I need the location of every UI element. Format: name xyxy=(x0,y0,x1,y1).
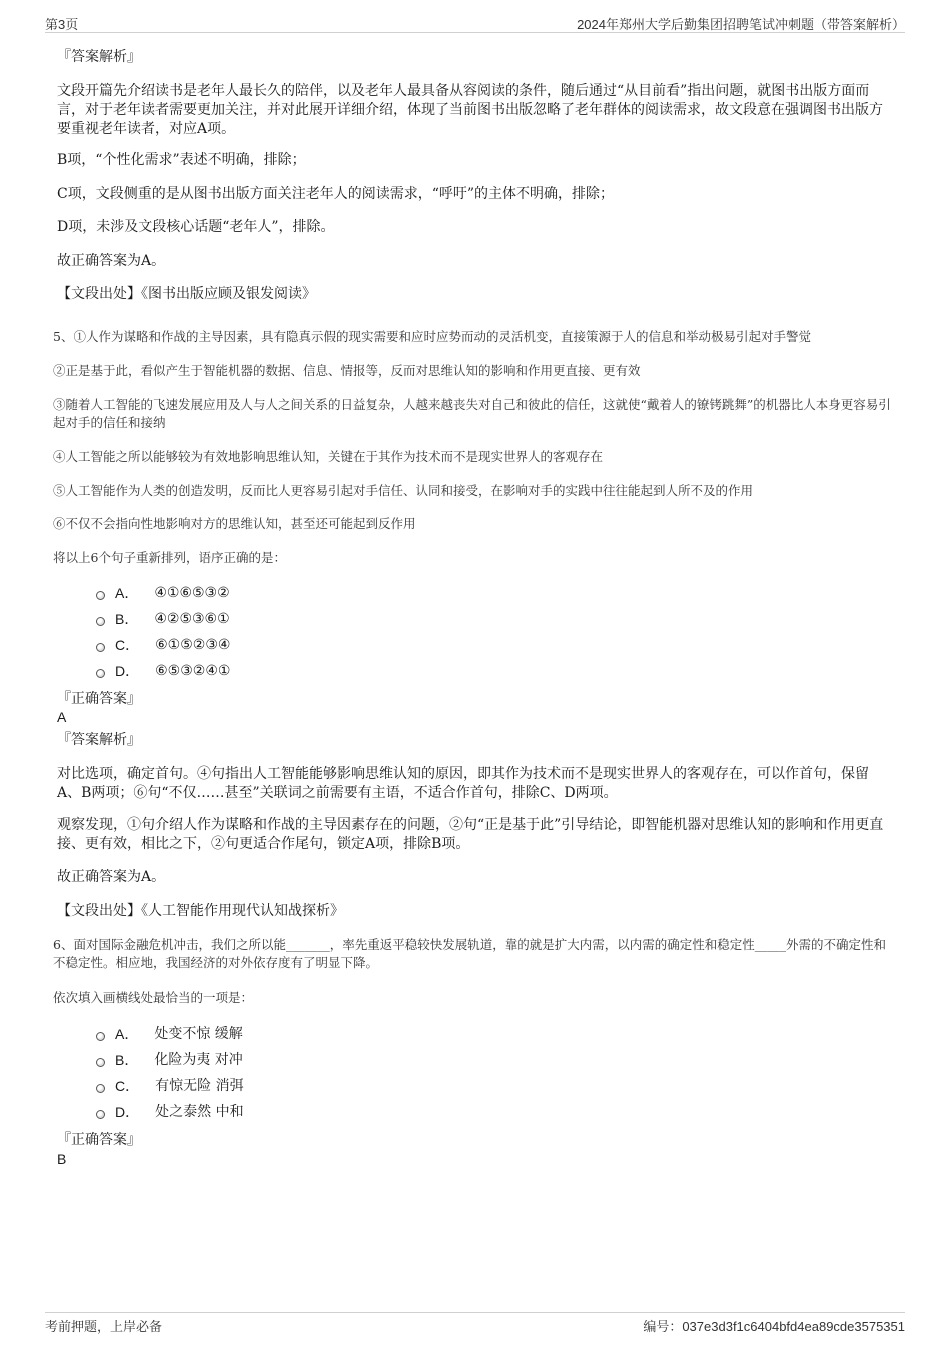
option-b[interactable]: B． 化险为夷 对冲 xyxy=(96,1051,243,1070)
document-title: 2024年郑州大学后勤集团招聘笔试冲刺题（带答案解析） xyxy=(577,17,905,32)
analysis-paragraph: C项，文段侧重的是从图书出版方面关注老年人的阅读需求，“呼吁”的主体不明确，排除； xyxy=(57,186,615,202)
option-text: ⑥①⑤②③④ xyxy=(155,637,231,653)
option-text: 有惊无险 消弭 xyxy=(155,1078,244,1094)
correct-answer: B xyxy=(57,1151,67,1167)
analysis-paragraph: 对比选项，确定首句。④句指出人工智能能够影响思维认知的原因，即其作为技术而不是现实世界人的客观存在，可以作首句，保留A、B两项；⑥句“不仅……甚至”关联词之前需要有主语，不适合作首句，排除C、D两项。 xyxy=(57,766,869,801)
option-d[interactable]: D． ⑥⑤③②④① xyxy=(96,662,230,681)
analysis-paragraph: D项，未涉及文段核心话题“老年人”，排除。 xyxy=(57,219,335,235)
answer-label: 『正确答案』 xyxy=(57,1132,141,1148)
document-code: 编号：037e3d3f1c6404bfd4ea89cde3575351 xyxy=(643,1319,905,1334)
analysis-paragraph: B项，“个性化需求”表述不明确，排除； xyxy=(57,152,306,168)
source-citation: 【文段出处】《人工智能作用现代认知战探析》 xyxy=(57,903,344,919)
question-prompt: 将以上6个句子重新排列，语序正确的是： xyxy=(53,550,286,565)
analysis-paragraph: 观察发现，①句介绍人作为谋略和作战的主导因素存在的问题，②句“正是基于此”引导结论，即智能机器对思维认知的影响和作用更直接、更有效，相比之下，②句更适合作尾句，锁定A项，排除B项。 xyxy=(57,817,884,852)
question-sentence: 5、①人作为谋略和作战的主导因素，具有隐真示假的现实需要和应时应势而动的灵活机变，直接策源于人的信息和举动极易引起对手警觉 xyxy=(53,329,811,344)
radio-button[interactable] xyxy=(96,643,105,652)
option-text: ④①⑥⑤③② xyxy=(154,585,230,601)
question-prompt: 依次填入画横线处最恰当的一项是： xyxy=(53,990,254,1005)
analysis-paragraph: 文段开篇先介绍读书是老年人最长久的陪伴，以及老年人最具备从容阅读的条件，随后通过“从目前看”指出问题，就图书出版方面而言，对于老年读者需要更加关注，并对此展开详细介绍，体现了当前图书出版忽略了老年群体的阅读需求，故文段意在强调图书出版方要重视老年读者，对应A项。 xyxy=(57,83,883,137)
radio-button[interactable] xyxy=(96,669,105,678)
option-text: 处变不惊 缓解 xyxy=(154,1026,243,1042)
option-a[interactable]: A． ④①⑥⑤③② xyxy=(96,584,230,603)
question-sentence: ⑤人工智能作为人类的创造发明，反而比人更容易引起对手信任、认同和接受，在影响对手的实践中往往能起到人所不及的作用 xyxy=(53,483,754,498)
radio-button[interactable] xyxy=(96,1110,105,1119)
page-header xyxy=(45,14,905,33)
option-text: ④②⑤③⑥① xyxy=(154,611,230,627)
answer-label: 『正确答案』 xyxy=(57,691,141,707)
footer-slogan: 考前押题，上岸必备 xyxy=(45,1319,163,1334)
option-text: ⑥⑤③②④① xyxy=(155,663,231,679)
radio-button[interactable] xyxy=(96,1032,105,1041)
question-sentence: ②正是基于此，看似产生于智能机器的数据、信息、情报等，反而对思维认知的影响和作用更直接、更有效 xyxy=(53,363,641,378)
radio-button[interactable] xyxy=(96,617,105,626)
option-a[interactable]: A． 处变不惊 缓解 xyxy=(96,1025,243,1044)
radio-button[interactable] xyxy=(96,1084,105,1093)
source-citation: 【文段出处】《图书出版应顾及银发阅读》 xyxy=(57,286,316,302)
question-sentence: ④人工智能之所以能够较为有效地影响思维认知，关键在于其作为技术而不是现实世界人的客观存在 xyxy=(53,449,604,464)
question-sentence: ⑥不仅不会指向性地影响对方的思维认知，甚至还可能起到反作用 xyxy=(53,516,416,531)
question-sentence: ③随着人工智能的飞速发展应用及人与人之间关系的日益复杂，人越来越丧失对自己和彼此的信任，这就使“戴着人的镣铐跳舞”的机器比人本身更容易引起对手的信任和接纳 xyxy=(53,397,891,430)
option-c[interactable]: C． 有惊无险 消弭 xyxy=(96,1077,244,1096)
option-b[interactable]: B． ④②⑤③⑥① xyxy=(96,610,230,629)
page-number: 第3页 xyxy=(45,17,79,32)
radio-button[interactable] xyxy=(96,1058,105,1067)
correct-answer: A xyxy=(57,709,67,725)
analysis-label: 『答案解析』 xyxy=(57,49,141,65)
option-c[interactable]: C． ⑥①⑤②③④ xyxy=(96,636,230,655)
analysis-label: 『答案解析』 xyxy=(57,732,141,748)
page-footer xyxy=(45,1312,905,1336)
analysis-conclusion: 故正确答案为A。 xyxy=(57,869,166,885)
question-stem: 6、面对国际金融危机冲击，我们之所以能_______，率先重返平稳较快发展轨道，靠的就是扩大内需，以内需的确定性和稳定性_____外需的不确定性和不稳定性。相应地，我国经济的对外依存度有了明显下降。 xyxy=(53,937,886,970)
option-text: 化险为夷 对冲 xyxy=(154,1052,243,1068)
option-d[interactable]: D． 处之泰然 中和 xyxy=(96,1103,244,1122)
option-text: 处之泰然 中和 xyxy=(155,1104,244,1120)
analysis-conclusion: 故正确答案为A。 xyxy=(57,253,166,269)
radio-button[interactable] xyxy=(96,591,105,600)
